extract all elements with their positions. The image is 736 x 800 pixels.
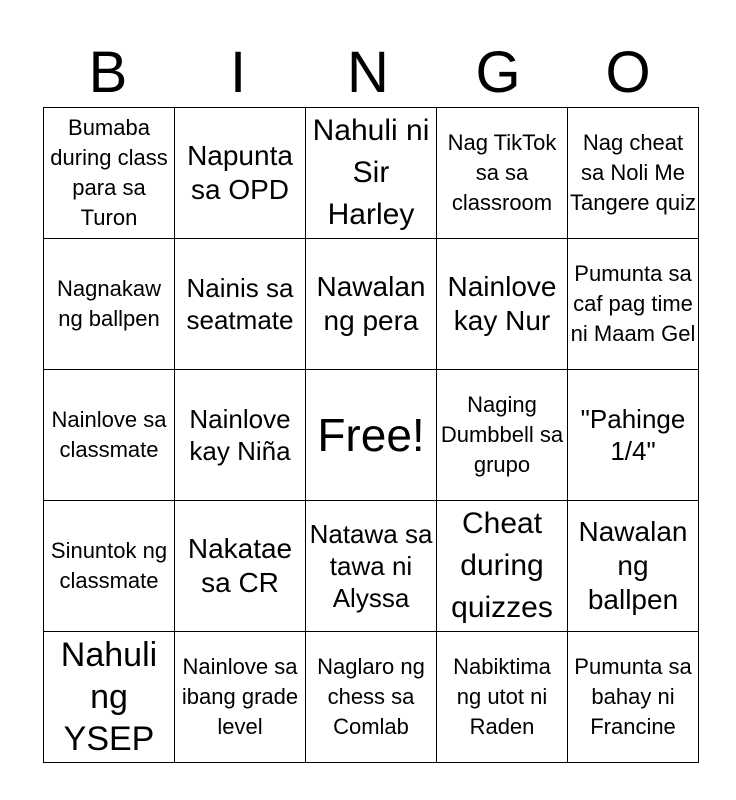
- bingo-cell[interactable]: [568, 501, 699, 632]
- card-row: [44, 501, 699, 632]
- bingo-cell[interactable]: [44, 370, 175, 501]
- cell-text: Pumunta sa caf pag time ni Maam Gel: [570, 261, 696, 346]
- bingo-cell[interactable]: [568, 239, 699, 370]
- bingo-cell[interactable]: [568, 108, 699, 239]
- bingo-cell[interactable]: [175, 370, 306, 501]
- bingo-cell[interactable]: [568, 632, 699, 763]
- bingo-cell[interactable]: [568, 370, 699, 501]
- cell-text: Napunta sa OPD: [187, 140, 293, 205]
- cell-text: Naging Dumbbell sa grupo: [440, 392, 564, 477]
- bingo-cell[interactable]: [306, 501, 437, 632]
- header-letter-i: I: [229, 40, 247, 105]
- bingo-cell[interactable]: [44, 108, 175, 239]
- cell-text: Nainlove kay Nur: [447, 271, 557, 336]
- bingo-cell[interactable]: [437, 239, 568, 370]
- cell-text: Nagnakaw ng ballpen: [57, 276, 161, 331]
- card-row: [44, 632, 699, 763]
- cell-text: Nahuli ng YSEP: [60, 636, 158, 758]
- cell-text: Nawalan ng ballpen: [578, 516, 688, 615]
- cell-text: Cheat during quizzes: [451, 507, 553, 624]
- bingo-cell[interactable]: [306, 632, 437, 763]
- cell-text: Nawalan ng pera: [316, 271, 426, 336]
- bingo-cell[interactable]: [437, 632, 568, 763]
- cell-text: Nahuli ni Sir Harley: [312, 114, 430, 231]
- cell-text: Pumunta sa bahay ni Francine: [574, 654, 692, 739]
- cell-text: Naglaro ng chess sa Comlab: [317, 654, 425, 739]
- bingo-cell[interactable]: [437, 108, 568, 239]
- card-row: [44, 370, 699, 501]
- free-space[interactable]: [306, 370, 437, 501]
- bingo-cell[interactable]: [175, 632, 306, 763]
- cell-text: Nainlove sa classmate: [51, 407, 167, 462]
- cell-text: Nainis sa seatmate: [186, 273, 294, 335]
- header-letter-b: B: [88, 40, 128, 105]
- card-row: [44, 108, 699, 239]
- cell-text: Nag TikTok sa sa classroom: [447, 130, 557, 215]
- cell-text: "Pahinge 1/4": [580, 404, 686, 466]
- cell-text: Free!: [317, 409, 425, 461]
- cell-text: Nabiktima ng utot ni Raden: [453, 654, 551, 739]
- cell-text: Natawa sa tawa ni Alyssa: [309, 519, 433, 613]
- header-letter-n: N: [347, 40, 389, 105]
- bingo-cell[interactable]: [44, 239, 175, 370]
- cell-text: Sinuntok ng classmate: [50, 538, 168, 593]
- bingo-cell[interactable]: [44, 632, 175, 763]
- bingo-header: [43, 38, 693, 108]
- cell-text: Nainlove sa ibang grade level: [181, 654, 299, 739]
- bingo-cell[interactable]: [175, 108, 306, 239]
- header-letter-o: O: [605, 40, 651, 105]
- bingo-cell[interactable]: [306, 239, 437, 370]
- header-letter-g: G: [475, 40, 521, 105]
- bingo-cell[interactable]: [437, 501, 568, 632]
- bingo-cell[interactable]: [306, 108, 437, 239]
- cell-text: Nag cheat sa Noli Me Tangere quiz: [570, 130, 696, 215]
- cell-text: Bumaba during class para sa Turon: [50, 115, 168, 230]
- bingo-cell[interactable]: [437, 370, 568, 501]
- bingo-card: [43, 107, 699, 763]
- bingo-cell[interactable]: [175, 501, 306, 632]
- card-row: [44, 239, 699, 370]
- bingo-cell[interactable]: [175, 239, 306, 370]
- bingo-cell[interactable]: [44, 501, 175, 632]
- cell-text: Nakatae sa CR: [187, 533, 293, 598]
- cell-text: Nainlove kay Niña: [189, 404, 291, 466]
